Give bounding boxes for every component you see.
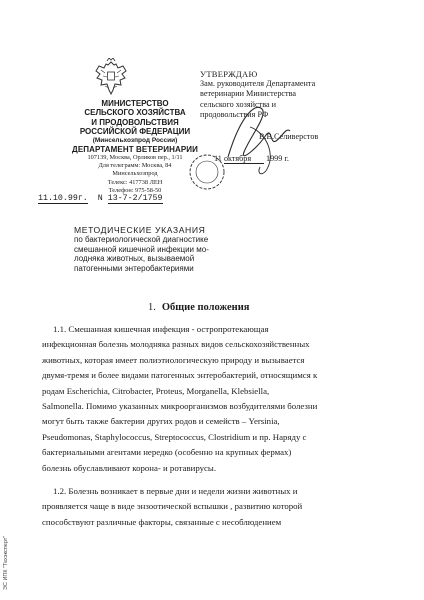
ministry-line-3: И ПРОДОВОЛЬСТВИЯ	[91, 117, 179, 127]
method-line-4: патогенными энтеробактериями	[74, 263, 194, 273]
method-title-block	[74, 225, 294, 273]
ministry-line-4: РОССИЙСКОЙ ФЕДЕРАЦИИ	[79, 127, 191, 137]
outgoing-date: 11.10.99г.	[38, 194, 88, 203]
section-heading	[148, 302, 249, 313]
approval-line-1: Зам. руководителя Департамента	[200, 79, 316, 88]
handwritten-signature	[220, 97, 300, 187]
margin-note: ЭС ИПК "Техэксперт"	[3, 535, 9, 590]
outgoing-number-prefix: N	[97, 194, 103, 203]
ministry-abbreviation: (Минсельхозпрод России)	[92, 136, 178, 144]
ministry-address: 107139, Москва, Орликов пер., 1/11	[87, 154, 183, 162]
paragraph-1-line: болезнь обуславливают корона- и ротавирусы.	[42, 462, 217, 473]
paragraph-1-line: Pseudomonas, Staphylococcus, Streptococcus, Clostridium и пр. Наряду с	[42, 431, 307, 442]
ministry-telegram-2: Минсельхозпрод	[112, 170, 158, 178]
section-title: Общие положения	[161, 302, 250, 313]
round-stamp	[187, 152, 227, 192]
approval-title: УТВЕРЖДАЮ	[200, 69, 258, 79]
approval-line-4: продовольствия РФ	[200, 110, 269, 120]
outgoing-number-value: 13-7-2/1759	[107, 194, 163, 203]
paragraph-2-line: 1.2. Болезнь возникает в первые дни и недели жизни животных и	[53, 486, 298, 497]
ministry-phone: Телефон: 975-58-50	[108, 186, 162, 194]
ministry-line-2: СЕЛЬСКОГО ХОЗЯЙСТВА	[84, 108, 186, 118]
ministry-telegram: Для телеграмм: Москва, 84	[98, 162, 172, 170]
section-number: 1.	[148, 302, 156, 313]
paragraph-1-line: Salmonella. Помимо указанных микроорганизмов возбудителями болезни	[42, 401, 318, 412]
method-title: МЕТОДИЧЕСКИЕ УКАЗАНИЯ	[74, 225, 206, 235]
paragraph-1-line: инфекционная болезнь молодняка разных видов сельскохозяйственных	[42, 339, 310, 350]
approval-year: 1999 г.	[265, 154, 289, 163]
method-line-1: по бактериологической диагностике	[74, 235, 209, 244]
signer-name: В.В.Селиверстов	[259, 132, 319, 141]
department-name: ДЕПАРТАМЕНТ ВЕТЕРИНАРИИ	[72, 144, 198, 154]
paragraph-1-line: родам Escherichia, Citrobacter, Proteus, Morganella, Klebsiella,	[42, 385, 270, 396]
paragraph-1-line: могут быть также бактерии других родов и семейств – Yersinia,	[42, 416, 280, 427]
paragraph-2-line: проявляется чаще в виде энзоотической вспышки , развитию которой	[42, 501, 303, 512]
approval-line-2: ветеринарии Министерства	[200, 89, 297, 99]
ministry-line-1: МИНИСТЕРСТВО	[101, 99, 169, 108]
paragraph-1-line: 1.1. Смешанная кишечная инфекция - остропротекающая	[53, 324, 269, 334]
method-line-3: лодняка животных, вызываемой	[74, 254, 195, 264]
approval-month: октября	[224, 154, 264, 164]
method-line-2: смешанной кишечной инфекции мо-	[74, 244, 209, 254]
ministry-telex: Телекс: 417738 ЛЕН	[107, 178, 163, 186]
paragraph-1-line: двумя-тремя и более видами патогенных энтеробактерий, относящимся к	[42, 370, 318, 381]
approval-day: 11	[214, 154, 222, 163]
paragraph-2-line: способствуют различные факторы, связанные с несоблюдением	[42, 516, 282, 527]
paragraph-1-line: бактериальными агентами нередко (особенно на крупных фермах)	[42, 447, 292, 458]
outgoing-number	[38, 194, 163, 204]
coat-of-arms-emblem	[93, 58, 129, 96]
approval-line-3: сельского хозяйства и	[200, 99, 277, 109]
paragraph-1-line: животных, которая имеет полиэтиологическую природу и вызывается	[42, 354, 305, 365]
body-text	[42, 322, 384, 530]
